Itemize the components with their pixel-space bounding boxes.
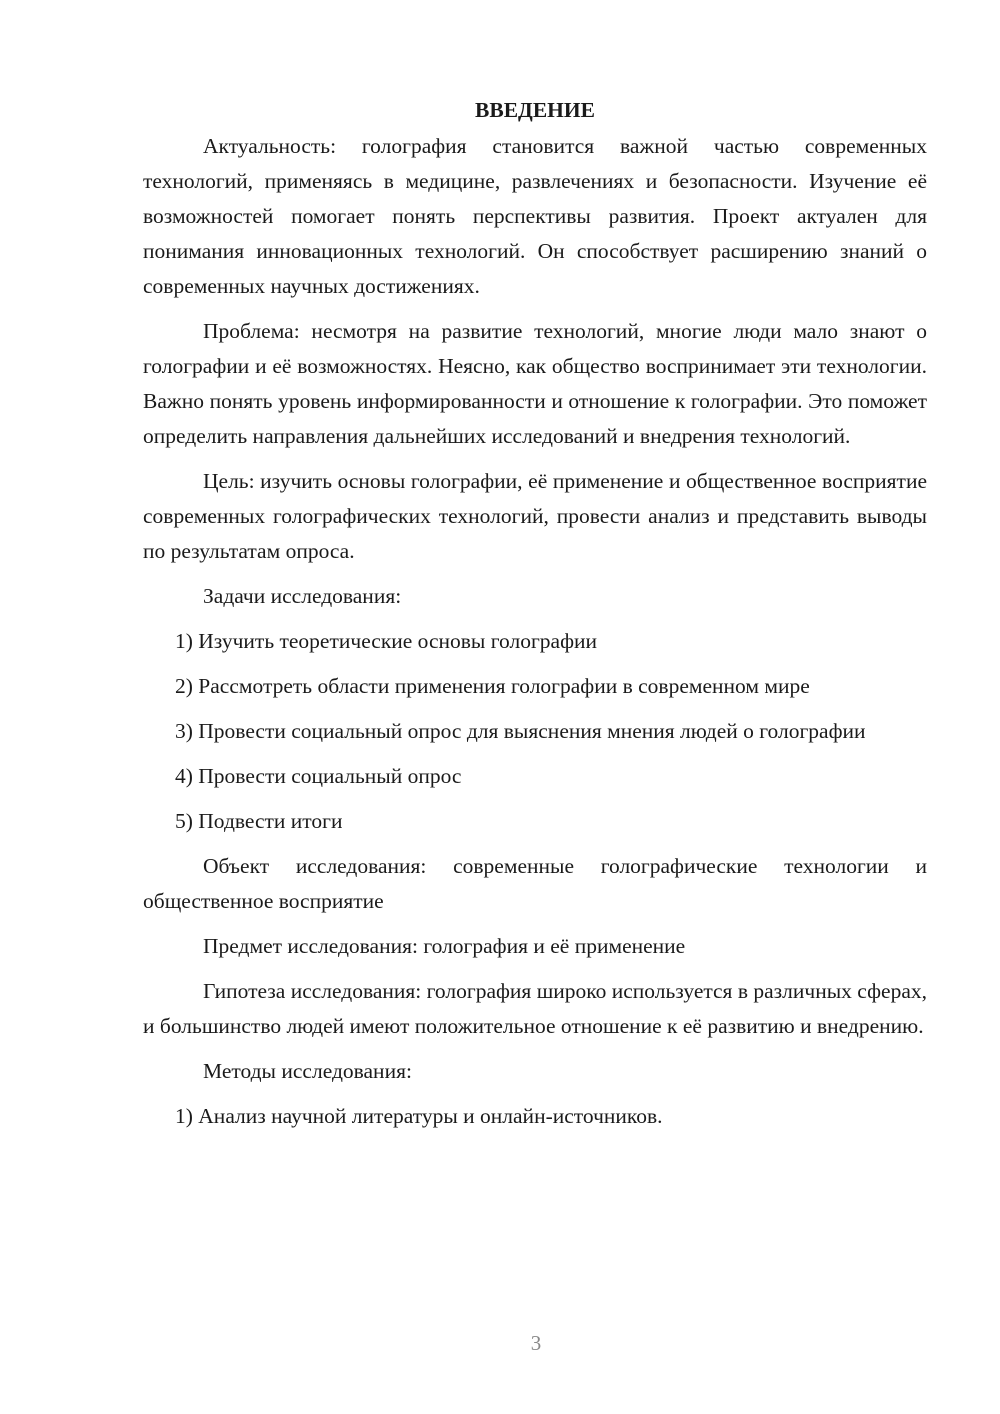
task-item-4: 4) Провести социальный опрос [175,764,462,788]
methods-heading: Методы исследования: [203,1059,412,1083]
object-paragraph: Объект исследования: современные голографические технологии и общественное восприятие [143,854,927,913]
hypothesis-paragraph: Гипотеза исследования: голография широко используется в различных сферах, и большинство людей имеют положительное отношение к её развитию и внедрению. [143,979,927,1038]
task-item-3: 3) Провести социальный опрос для выяснения мнения людей о голографии [175,719,866,743]
tasks-heading: Задачи исследования: [203,584,402,608]
task-item-1: 1) Изучить теоретические основы голографии [175,629,598,653]
task-item-2: 2) Рассмотреть области применения голографии в современном мире [175,674,810,698]
relevance-paragraph: Актуальность: голография становится важной частью современных технологий, применяясь в медицине, развлечениях и безопасности. Изучение её возможностей помогает понять перспективы развития. Проект актуален для понимания инновационных технологий. Он способствует расширению знаний о современных научных достижениях. [143,134,927,298]
document-page [143,93,927,1144]
subject-paragraph: Предмет исследования: голография и её применение [203,934,686,958]
page-number: 3 [530,1331,542,1355]
task-item-5: 5) Подвести итоги [175,809,343,833]
page-title: ВВЕДЕНИЕ [475,98,595,122]
problem-paragraph: Проблема: несмотря на развитие технологий, многие люди мало знают о голографии и её возможностях. Неясно, как общество воспринимает эти технологии. Важно понять уровень информированности и отношение к голографии. Это поможет определить направления дальнейших исследований и внедрения технологий. [143,319,927,448]
method-item-1: 1) Анализ научной литературы и онлайн-источников. [175,1104,663,1128]
goal-paragraph: Цель: изучить основы голографии, её применение и общественное восприятие современных голографических технологий, провести анализ и представить выводы по результатам опроса. [143,469,927,563]
